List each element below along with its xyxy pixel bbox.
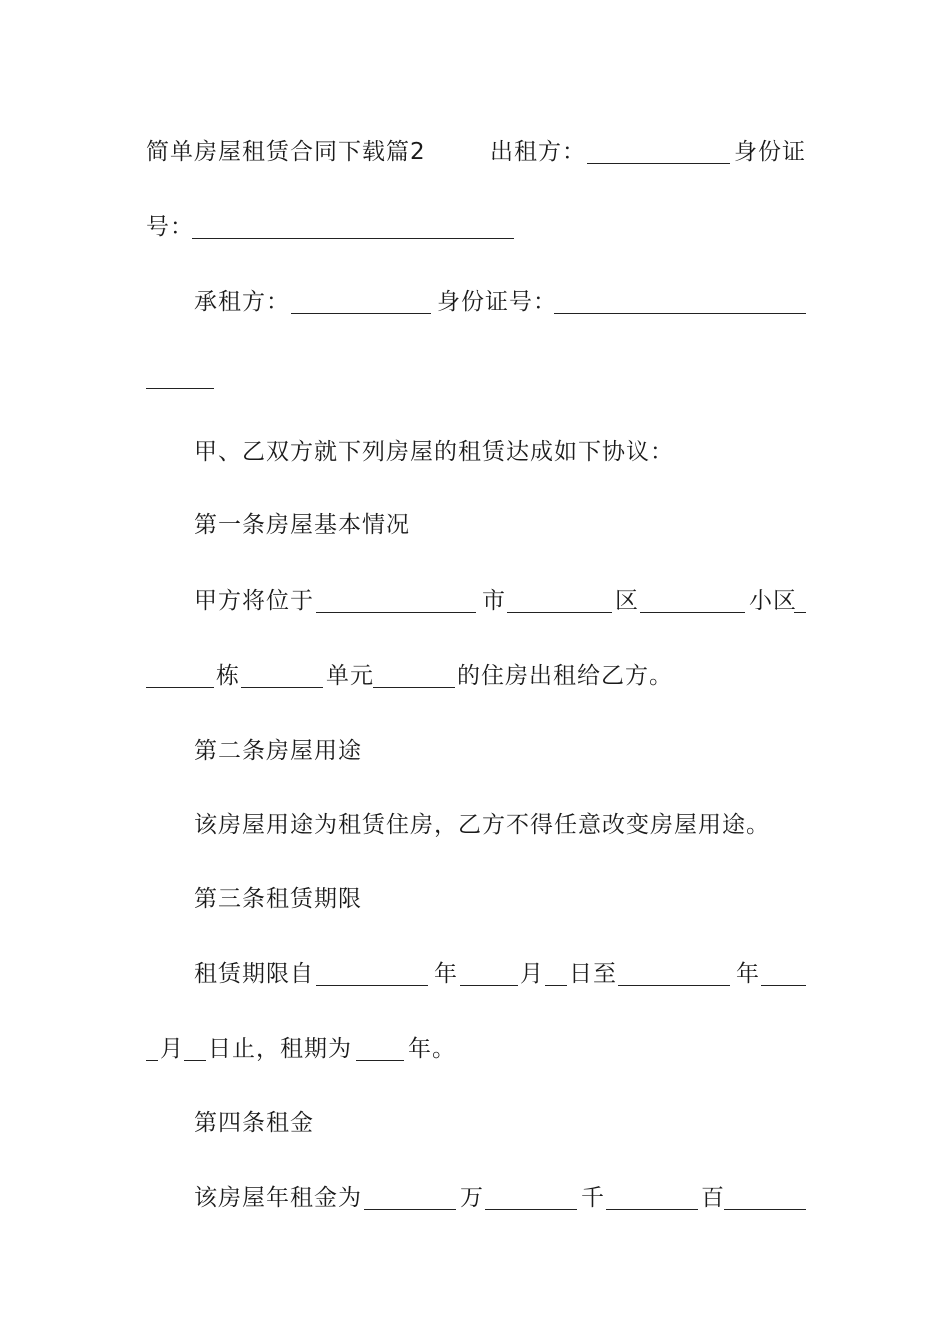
wan-label: 万 [460, 1185, 484, 1211]
community-blank-start[interactable] [794, 590, 806, 613]
agreement-intro: 甲、乙双方就下列房屋的租赁达成如下协议： [194, 439, 674, 465]
lessee-line [194, 287, 806, 317]
city-label: 市 [482, 588, 506, 614]
article3-term-line [194, 959, 806, 989]
lessee-name-blank[interactable] [291, 291, 431, 314]
address-prefix: 甲方将位于 [194, 588, 314, 614]
rent-shi-blank[interactable] [724, 1187, 806, 1210]
article1-address-line [194, 586, 806, 616]
start-year-label: 年 [434, 961, 458, 987]
article4-heading: 第四条租金 [194, 1110, 314, 1136]
rent-prefix: 该房屋年租金为 [194, 1185, 362, 1211]
rent-wan-blank[interactable] [364, 1187, 456, 1210]
start-day-to-label: 日至 [569, 961, 617, 987]
rent-bai-blank[interactable] [606, 1187, 698, 1210]
unit-label: 单元 [326, 663, 374, 689]
rental-statement: 的住房出租给乙方。 [457, 663, 673, 689]
article1-heading: 第一条房屋基本情况 [194, 512, 410, 538]
community-label: 小区 [749, 588, 797, 614]
lessee-id-blank[interactable] [554, 291, 806, 314]
rent-qian-blank[interactable] [485, 1187, 577, 1210]
start-day-blank[interactable] [545, 963, 567, 986]
lessee-id-label: 身份证号： [437, 289, 557, 315]
duration-years-blank[interactable] [356, 1038, 404, 1061]
lessor-id-blank[interactable] [192, 216, 514, 239]
district-blank[interactable] [640, 590, 745, 613]
lessor-id-line [146, 212, 806, 242]
lessor-name-blank[interactable] [587, 141, 730, 164]
unit-blank[interactable] [373, 665, 455, 688]
bai-label: 百 [701, 1185, 725, 1211]
start-month-blank[interactable] [460, 963, 518, 986]
header-line [146, 137, 806, 167]
building-label: 栋 [216, 663, 240, 689]
duration-year-label: 年。 [408, 1036, 456, 1062]
term-prefix: 租赁期限自 [194, 961, 314, 987]
community-blank-end[interactable] [146, 665, 214, 688]
end-day-blank[interactable] [184, 1038, 206, 1061]
article4-rent-line [194, 1183, 806, 1213]
end-year-label: 年 [736, 961, 760, 987]
building-blank[interactable] [241, 665, 323, 688]
end-month-blank-end[interactable] [146, 1038, 158, 1061]
lessee-label: 承租方： [194, 289, 290, 315]
lessor-id-label-rest: 号： [146, 214, 194, 240]
end-year-blank[interactable] [618, 963, 730, 986]
start-month-label: 月 [520, 961, 544, 987]
city-blank[interactable] [507, 590, 612, 613]
end-day-duration-label: 日止，租期为 [208, 1036, 352, 1062]
end-month-label: 月 [160, 1036, 184, 1062]
article2-heading: 第二条房屋用途 [194, 738, 362, 764]
qian-label: 千 [581, 1185, 605, 1211]
article2-text: 该房屋用途为租赁住房，乙方不得任意改变房屋用途。 [194, 812, 770, 838]
lessor-label: 出租方： [490, 139, 586, 165]
end-month-blank-start[interactable] [761, 963, 806, 986]
district-label: 区 [615, 588, 639, 614]
lessee-id-blank-continued[interactable] [146, 366, 214, 389]
lessor-id-label: 身份证 [734, 139, 806, 165]
contract-title: 简单房屋租赁合同下载篇2 [146, 139, 426, 165]
location-blank[interactable] [316, 590, 476, 613]
article3-heading: 第三条租赁期限 [194, 886, 362, 912]
start-year-blank[interactable] [316, 963, 428, 986]
